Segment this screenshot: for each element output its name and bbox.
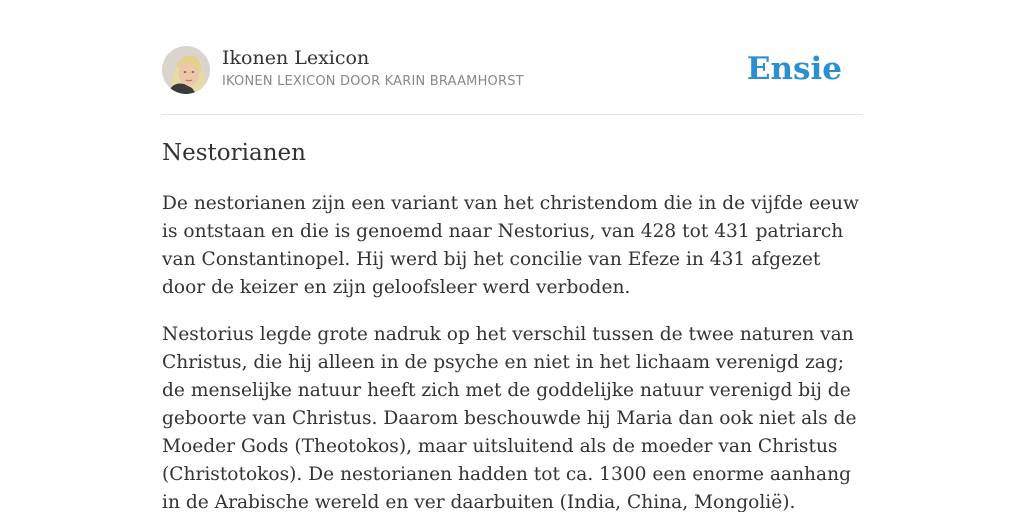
article-paragraph-1: De nestorianen zijn een variant van het christendom die in de vijfde eeuw is ontstaan en die is genoemd naar Nestorius, van 428 tot 431 patriarch van Constantinopel. Hij werd bij het concilie van Efeze in 431 afgezet door de keizer en zijn geloofsleer werd verboden. [162, 193, 859, 298]
ensie-logo[interactable]: Ensie [746, 51, 842, 87]
article-body [162, 190, 862, 512]
article-paragraph-2: Nestorius legde grote nadruk op het verschil tussen de twee naturen van Christus, die hij alleen in de psyche en niet in het lichaam verenigd zag; de menselijke natuur heeft zich met de goddelijke natuur verenigd bij de geboorte van Christus. Daarom beschouwde hij Maria dan ook niet als de Moeder Gods (Theotokos), maar uitsluitend als de moeder van Christus (Christotokos). De nestorianen hadden tot ca. 1300 een enorme aanhang in de Arabische wereld en ver daarbuiten (India, China, Mongolië). [162, 324, 857, 512]
header [162, 46, 862, 115]
author-name[interactable]: Ikonen Lexicon [222, 47, 370, 69]
author-avatar[interactable] [162, 46, 210, 94]
article-title: Nestorianen [162, 140, 306, 166]
author-subtitle[interactable]: IKONEN LEXICON DOOR KARIN BRAAMHORST [222, 74, 524, 89]
